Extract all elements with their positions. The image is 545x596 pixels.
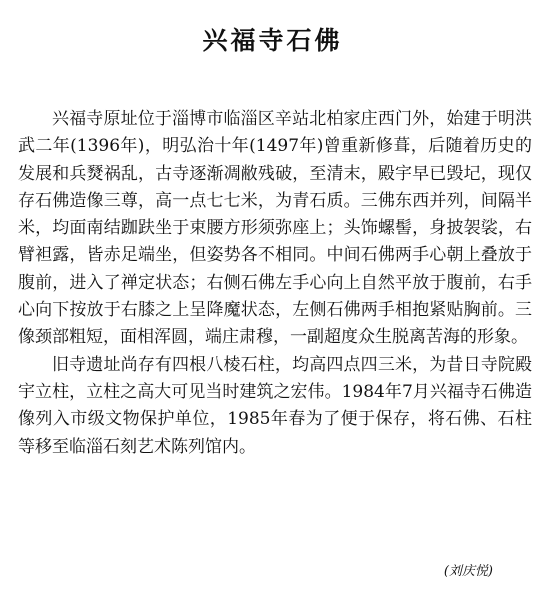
author-credit: (刘庆悦) [443,564,493,579]
paragraph-pillars: 旧寺遗址尚存有四根八棱石柱，均高四点四三米，为昔日寺院殿宇立柱，立柱之高大可见当时建筑之宏伟。1984年7月兴福寺石佛造像列入市级文物保护单位，1985年春为了便于保存，将石佛、石柱等移至临淄石刻艺术陈列馆内。 [18,354,532,457]
article-body [18,106,532,461]
paragraph-history: 兴福寺原址位于淄博市临淄区辛站北柏家庄西门外，始建于明洪武二年(1396年)，明弘治十年(1497年)曾重新修葺，后随着历史的发展和兵燹祸乱，古寺逐渐凋敝残破，至清末，殿宇早已毁圮，现仅存石佛造像三尊，高一点七七米，为青石质。三佛东西并列，间隔半米，均面南结跏趺坐于束腰方形须弥座上；头饰螺髻，身披袈裟，右臂袒露，皆赤足端坐，但姿势各不相同。中间石佛两手心朝上叠放于腹前，进入了禅定状态；右侧石佛左手心向上自然平放于腹前，右手心向下按放于右膝之上呈降魔状态，左侧石佛两手相抱紧贴胸前。三像颈部粗短，面相浑圆，端庄肃穆，一副超度众生脱离苦海的形象。 [18,109,532,348]
page-title: 兴福寺石佛 [202,25,343,55]
